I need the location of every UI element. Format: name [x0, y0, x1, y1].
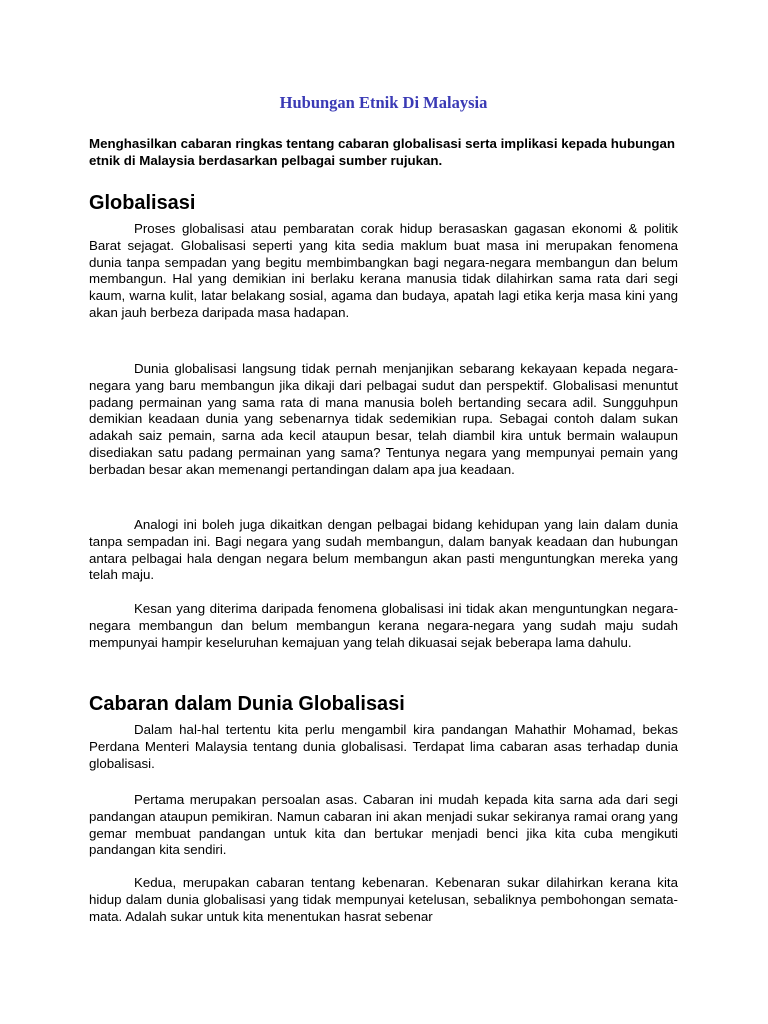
section-heading-cabaran: Cabaran dalam Dunia Globalisasi: [89, 693, 405, 715]
document-page: [89, 0, 678, 1024]
paragraph: Dunia globalisasi langsung tidak pernah menjanjikan sebarang kekayaan kepada negara-negara yang baru membangun jika dikaji dari pelbagai sudut dan perspektif. Globalisasi menuntut padang permainan yang sama rata di mana manusia boleh bertanding secara adil. Sungguhpun demikian keadaan dunia yang sebenarnya tidak sedemikian rupa. Sebagai contoh dalam sukan adakah saiz pemain, sarna ada kecil ataupun besar, telah diambil kira untuk bermain walaupun disediakan satu padang permainan yang sama? Tentunya negara yang mempunyai pemain yang berbadan besar akan memenangi pertandingan dalam apa jua keadaan.: [89, 361, 678, 477]
document-title: Hubungan Etnik Di Malaysia: [279, 93, 488, 112]
section-heading-globalisasi: Globalisasi: [89, 192, 196, 214]
paragraph: Proses globalisasi atau pembaratan corak hidup berasaskan gagasan ekonomi & politik Barat sejagat. Globalisasi seperti yang kita sedia maklum buat masa ini merupakan fenomena dunia tanpa sempadan yang begitu membimbangkan bagi negara-negara membangun dan belum membangun. Hal yang demikian ini berlaku kerana manusia tidak dilahirkan sama rata dari segi kaum, warna kulit, latar belakang sosial, agama dan budaya, apatah lagi etika kerja masa kini yang akan jauh berbeza daripada masa hadapan.: [89, 221, 678, 320]
paragraph: Pertama merupakan persoalan asas. Cabaran ini mudah kepada kita sarna ada dari segi pandangan ataupun pemikiran. Namun cabaran ini akan menjadi sukar sekiranya ramai orang yang gemar membuat pandangan untuk kita dan bertukar menjadi benci jika kita cuba mengikuti pandangan kita sendiri.: [89, 792, 678, 858]
paragraph: Kedua, merupakan cabaran tentang kebenaran. Kebenaran sukar dilahirkan kerana kita hidup dalam dunia globalisasi yang tidak mempunyai ketelusan, sebaliknya pembohongan semata-mata. Adalah sukar untuk kita menentukan hasrat sebenar: [89, 875, 678, 924]
paragraph: Dalam hal-hal tertentu kita perlu mengambil kira pandangan Mahathir Mohamad, bekas Perdana Menteri Malaysia tentang dunia globalisasi. Terdapat lima cabaran asas terhadap dunia globalisasi.: [89, 722, 678, 771]
intro-paragraph: Menghasilkan cabaran ringkas tentang cabaran globalisasi serta implikasi kepada hubungan etnik di Malaysia berdasarkan pelbagai sumber rujukan.: [89, 136, 675, 168]
paragraph: Analogi ini boleh juga dikaitkan dengan pelbagai bidang kehidupan yang lain dalam dunia tanpa sempadan ini. Bagi negara yang sudah membangun, dalam banyak keadaan dan hubungan antara pelbagai hala dengan negara belum membangun akan pasti menguntungkan mereka yang telah maju.: [89, 517, 678, 583]
paragraph: Kesan yang diterima daripada fenomena globalisasi ini tidak akan menguntungkan negara-negara membangun dan belum membangun kerana negara-negara yang sudah maju sudah mempunyai hampir keseluruhan kemajuan yang telah dikuasai sejak beberapa lama dahulu.: [89, 601, 678, 650]
